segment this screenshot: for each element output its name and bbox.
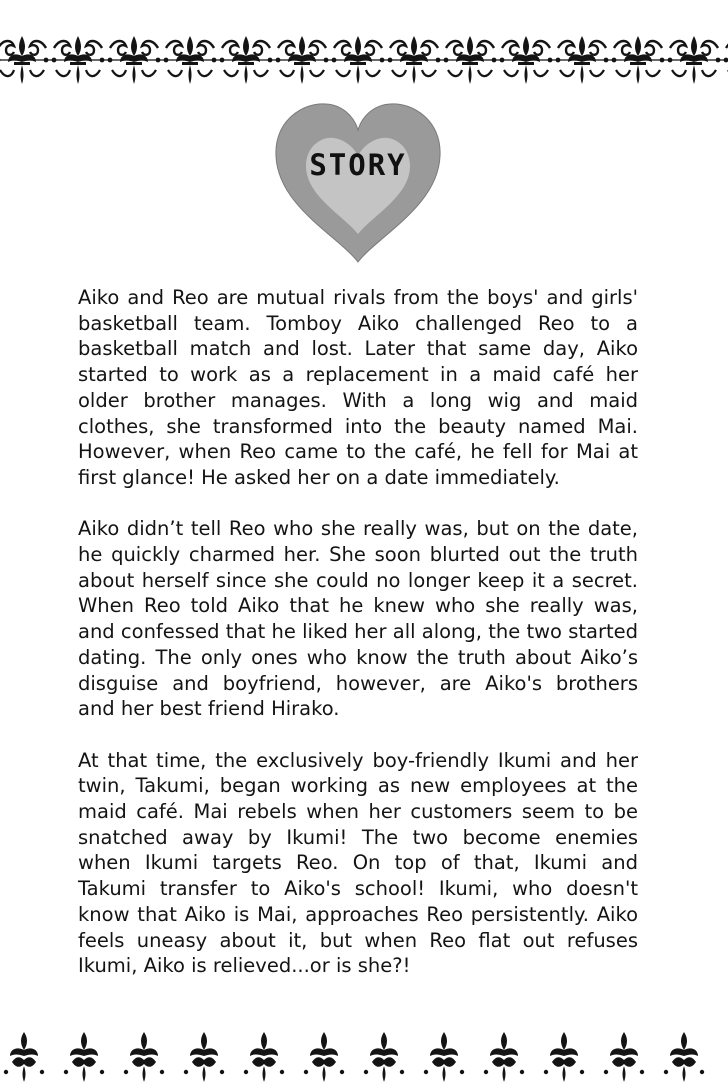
story-paragraph-1: [78, 285, 638, 491]
text-line: However, when Reo came to the café, he fell for Mai at: [78, 440, 638, 464]
text-line: clothes, she transformed into the beauty named Mai.: [78, 414, 638, 438]
text-line: Ikumi, Aiko is relieved...or is she?!: [78, 954, 411, 978]
text-line: maid café. Mai rebels when her customers seem to be: [78, 800, 638, 824]
text-line: basketball match and lost. Later that same day, Aiko: [78, 337, 638, 361]
text-line: dating. The only ones who know the truth about Aiko’s: [78, 645, 638, 669]
text-line: When Reo told Aiko that he knew who she really was,: [78, 594, 638, 618]
text-line: about herself since she could no longer keep it a secret.: [78, 568, 638, 592]
text-line: basketball team. Tomboy Aiko challenged Reo to a: [78, 311, 638, 335]
text-line: At that time, the exclusively boy-friendly Ikumi and her: [78, 748, 638, 772]
text-line: know that Aiko is Mai, approaches Reo persistently. Aiko: [78, 902, 638, 926]
text-line: he quickly charmed her. She soon blurted out the truth: [78, 543, 638, 567]
text-line: and her best friend Hirako.: [78, 697, 340, 721]
text-line: Aiko and Reo are mutual rivals from the boys' and girls': [78, 286, 638, 309]
text-line: when Ikumi targets Reo. On top of that, Ikumi and: [78, 851, 638, 875]
text-line: started to work as a replacement in a maid café her: [78, 363, 638, 387]
text-line: twin, Takumi, began working as new employees at the: [78, 774, 638, 798]
bottom-ornamental-border: [0, 1028, 728, 1084]
story-paragraph-2: [78, 516, 638, 722]
text-line: snatched away by Ikumi! The two become enemies: [78, 825, 638, 849]
text-line: Takumi transfer to Aiko's school! Ikumi, who doesn't: [78, 877, 638, 901]
page-title: STORY: [309, 148, 407, 182]
story-paragraph-3: [78, 748, 638, 979]
text-line: feels uneasy about it, but when Reo flat out refuses: [78, 928, 638, 952]
text-line: first glance! He asked her on a date immediately.: [78, 465, 560, 489]
text-line: Aiko didn’t tell Reo who she really was, but on the date,: [78, 517, 638, 541]
text-line: and confessed that he liked her all along, the two started: [78, 620, 638, 644]
top-ornamental-border: [0, 30, 728, 90]
story-text: [78, 285, 638, 979]
text-line: older brother manages. With a long wig and maid: [78, 388, 638, 412]
text-line: disguise and boyfriend, however, are Aiko's brothers: [78, 671, 638, 695]
